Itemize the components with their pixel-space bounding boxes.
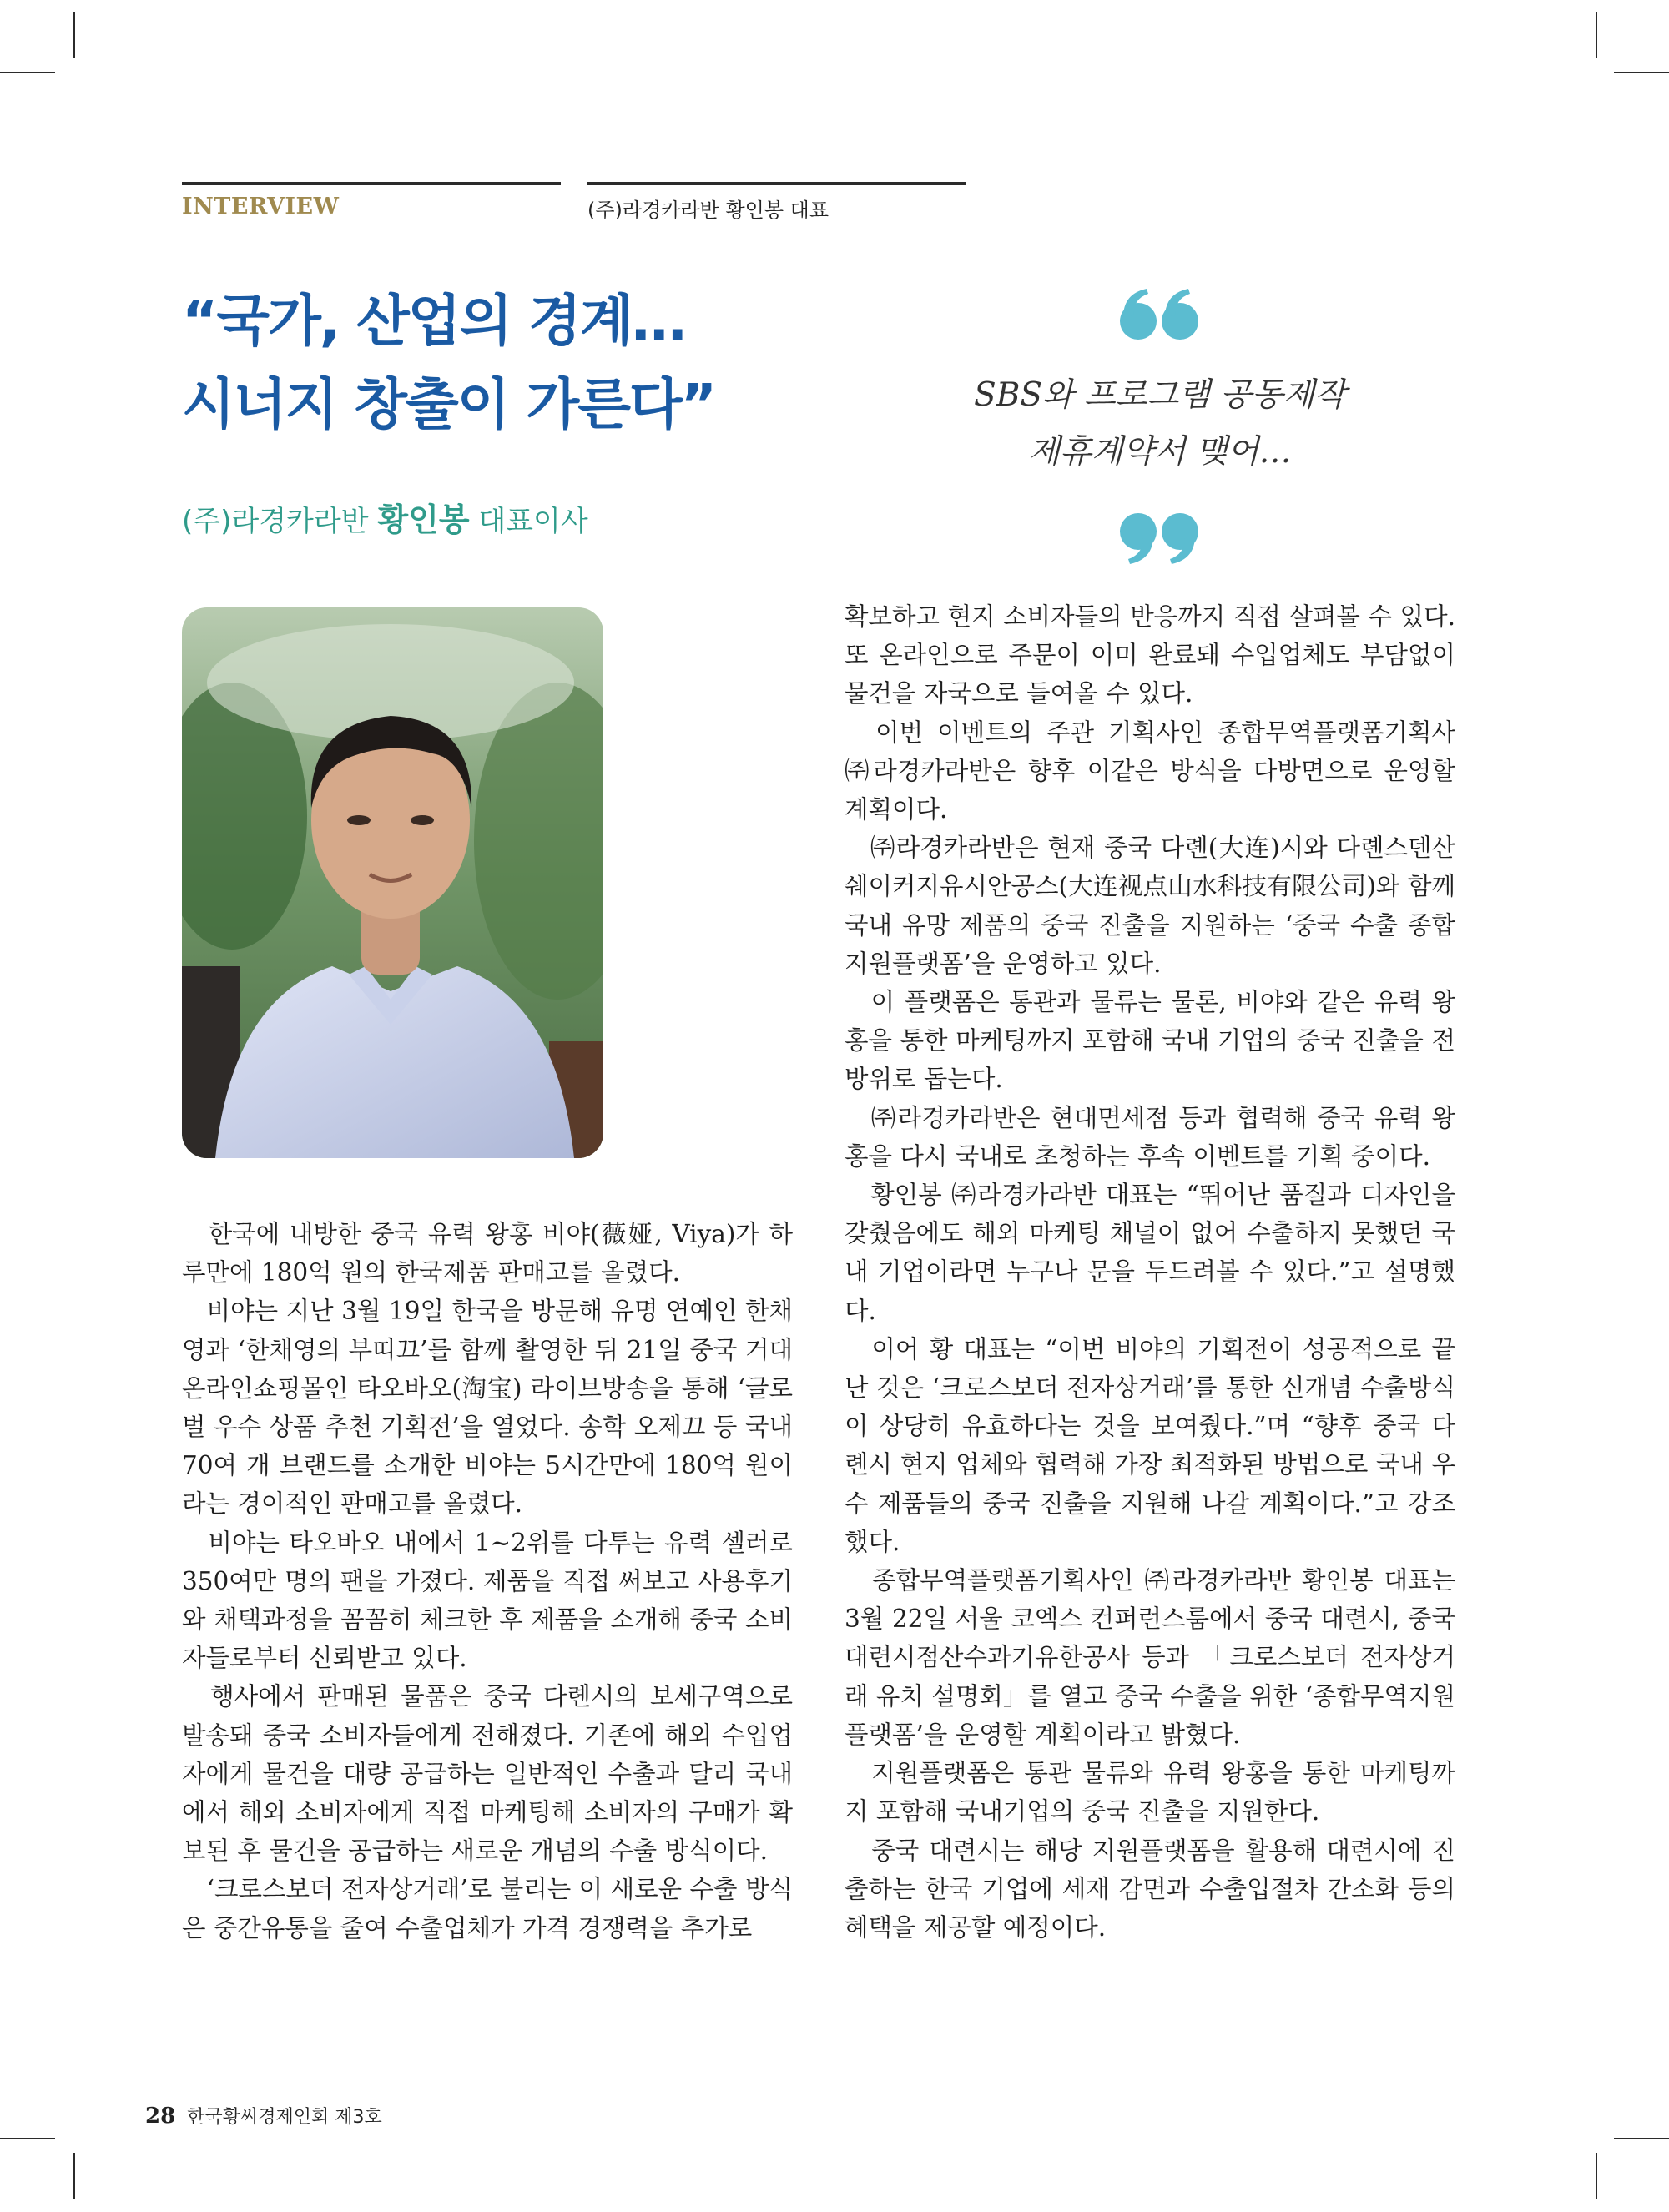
paragraph: ㈜라경카라반은 현대면세점 등과 협력해 중국 유력 왕홍을 다시 국내로 초청하는 후속 이벤트를 기획 중이다. xyxy=(845,1103,1455,1171)
close-quote-icon xyxy=(1113,511,1205,569)
crop-mark-bottom-left-h xyxy=(0,2138,55,2139)
crop-mark-top-right xyxy=(1596,12,1597,58)
page-footer xyxy=(145,2103,382,2129)
byline-company: (주)라경카라반 xyxy=(182,505,378,538)
page-number: 28 xyxy=(145,2104,176,2129)
headline xyxy=(182,280,833,446)
paragraph: 이번 이벤트의 주관 기획사인 종합무역플랫폼기획사 ㈜라경카라반은 향후 이같은 방식을 다방면으로 운영할 계획이다. xyxy=(845,718,1455,824)
crop-mark-bottom-left xyxy=(73,2153,75,2199)
section-label: INTERVIEW xyxy=(182,194,340,219)
body-column-right xyxy=(845,597,1455,1947)
publication-name: 한국황씨경제인회 제3호 xyxy=(187,2107,382,2128)
pull-quote-line-1: SBS와 프로그램 공동제작 xyxy=(974,376,1346,414)
paragraph: 비야는 타오바오 내에서 1~2위를 다투는 유력 셀러로 350여만 명의 팬을 가졌다. 제품을 직접 써보고 사용후기와 채택과정을 꼼꼼히 체크한 후 제품을 소개해 중국 소비자들로부터 신뢰받고 있다. xyxy=(182,1528,793,1673)
byline-name: 황인봉 xyxy=(377,501,470,538)
crop-mark-bottom-right xyxy=(1596,2153,1597,2199)
paragraph: 지원플랫폼은 통관 물류와 유력 왕홍을 통한 마케팅까지 포함해 국내기업의 중국 진출을 지원한다. xyxy=(845,1759,1455,1827)
paragraph: 중국 대련시는 해당 지원플랫폼을 활용해 대련시에 진출하는 한국 기업에 세재 감면과 수출입절차 간소화 등의 혜택을 제공할 예정이다. xyxy=(845,1836,1455,1942)
article-subheader: (주)라경카라반 황인봉 대표 xyxy=(587,199,829,222)
paragraph: 이 플랫폼은 통관과 물류는 물론, 비야와 같은 유력 왕홍을 통한 마케팅까지 포함해 국내 기업의 중국 진출을 전방위로 돕는다. xyxy=(845,988,1455,1094)
pull-quote xyxy=(868,367,1452,481)
paragraph: ㈜라경카라반은 현재 중국 다롄(大连)시와 다롄스덴산쉐이커지유시안공스(大连视点山水科技有限公司)와 함께 국내 유망 제품의 중국 진출을 지원하는 ‘중국 수출 종합지원플랫폼’을 운영하고 있다. xyxy=(845,834,1455,978)
paragraph: 이어 황 대표는 “이번 비야의 기획전이 성공적으로 끝난 것은 ‘크로스보더 전자상거래’를 통한 신개념 수출방식이 상당히 유효하다는 것을 보여줬다.”며 “향후 중국 다롄시 현지 업체와 협력해 가장 최적화된 방법으로 국내 우수 제품들의 중국 진출을 지원해 나갈 계획이다.”고 강조했다. xyxy=(845,1334,1455,1556)
crop-mark-bottom-right-h xyxy=(1614,2138,1669,2139)
paragraph: 한국에 내방한 중국 유력 왕홍 비야(薇娅, Viya)가 하루만에 180억 원의 한국제품 판매고를 올렸다. xyxy=(182,1220,793,1287)
paragraph: 확보하고 현지 소비자들의 반응까지 직접 살펴볼 수 있다. 또 온라인으로 주문이 이미 완료돼 수입업체도 부담없이 물건을 자국으로 들여올 수 있다. xyxy=(845,602,1455,708)
paragraph: 종합무역플랫폼기획사인 ㈜라경카라반 황인봉 대표는 3월 22일 서울 코엑스 컨퍼런스룸에서 중국 대련시, 중국 대련시점산수과기유한공사 등과 「크로스보더 전자상거래 유치 설명회」를 열고 중국 수출을 위한 ‘종합무역지원플랫폼’을 운영할 계획이라고 밝혔다. xyxy=(845,1566,1455,1749)
paragraph: 황인봉 ㈜라경카라반 대표는 “뛰어난 품질과 디자인을 갖췄음에도 해외 마케팅 채널이 없어 수출하지 못했던 국내 기업이라면 누구나 문을 두드려볼 수 있다.”고 설명했다. xyxy=(845,1181,1455,1325)
byline xyxy=(182,494,588,540)
pull-quote-line-2: 제휴계약서 맺어… xyxy=(1028,433,1292,471)
crop-mark-top-left xyxy=(73,12,75,58)
header-rule-left xyxy=(182,182,561,185)
portrait-photo xyxy=(182,607,603,1158)
headline-line-1: “국가, 산업의 경계… xyxy=(182,289,685,353)
crop-mark-top-left-h xyxy=(0,72,55,73)
paragraph: ‘크로스보더 전자상거래’로 불리는 이 새로운 수출 방식은 중간유통을 줄여 수출업체가 가격 경쟁력을 추가로 xyxy=(182,1875,793,1942)
body-column-left xyxy=(182,1215,793,1947)
header-rule-right xyxy=(587,182,966,185)
open-quote-icon xyxy=(1113,284,1205,342)
byline-title: 대표이사 xyxy=(469,505,588,538)
crop-mark-top-right-h xyxy=(1614,72,1669,73)
paragraph: 행사에서 판매된 물품은 중국 다롄시의 보세구역으로 발송돼 중국 소비자들에게 전해졌다. 기존에 해외 수입업자에게 물건을 대량 공급하는 일반적인 수출과 달리 국내에서 해외 소비자에게 직접 마케팅해 소비자의 구매가 확보된 후 물건을 공급하는 새로운 개념의 수출 방식이다. xyxy=(182,1682,793,1866)
paragraph: 비야는 지난 3월 19일 한국을 방문해 유명 연예인 한채영과 ‘한채영의 부띠끄’를 함께 촬영한 뒤 21일 중국 거대 온라인쇼핑몰인 타오바오(淘宝) 라이브방송을 통해 ‘글로벌 우수 상품 추천 기획전’을 열었다. 송학 오제끄 등 국내 70여 개 브랜드를 소개한 비야는 5시간만에 180억 원이라는 경이적인 판매고를 올렸다. xyxy=(182,1297,793,1519)
headline-line-2: 시너지 창출이 가른다” xyxy=(182,372,716,436)
